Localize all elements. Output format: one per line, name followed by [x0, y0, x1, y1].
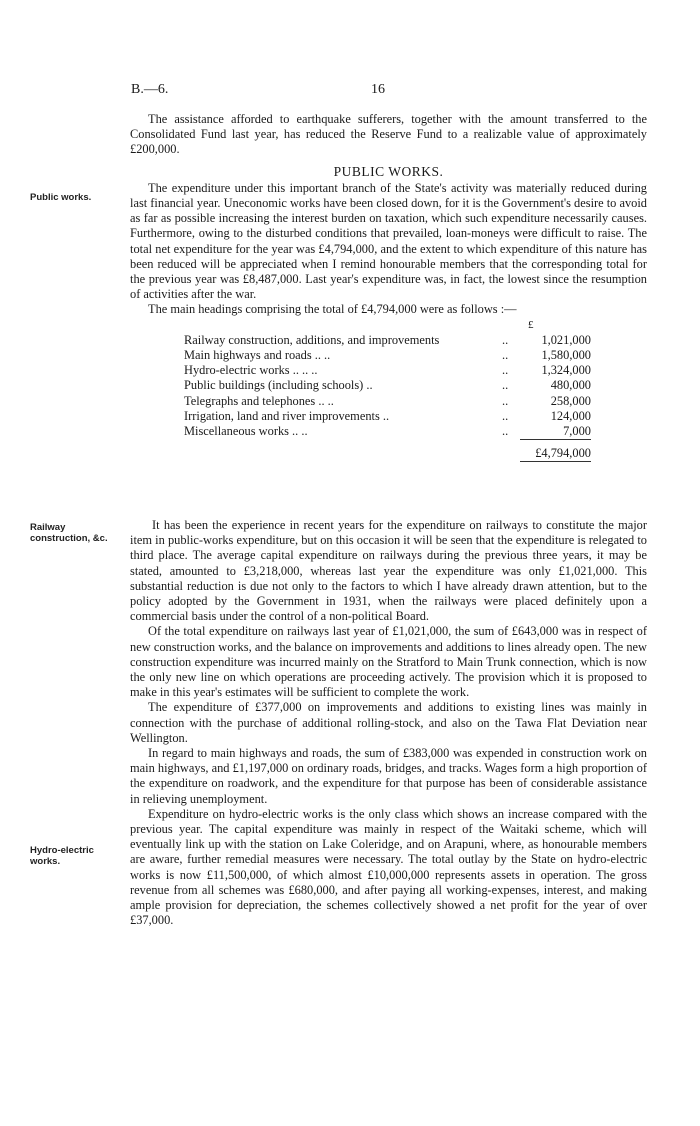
hydro-paragraph: Expenditure on hydro-electric works is the only class which shows an increase compared with the previous year. The capital expenditure was mainly in respect of the Waitaki scheme, which will eventually link up with the station on Lake Coleridge, and on Arapuni, where, as honourable members are aware, further remedial measures were necessary. The total outlay by the State on hydro-electric works is now £11,500,000, of which almost £10,000,000 represents assets in operation. The gross revenue from all schemes was £680,000, and after paying all working-expenses, interest, and making ample provision for depreciation, the schemes collectively showed a net profit for the year of over £37,000.	[130, 806, 647, 928]
table-intro: The main headings comprising the total of £4,794,000 were as follows :—	[148, 302, 517, 317]
row-label: Public buildings (including schools) ..	[184, 378, 373, 393]
sidenote-public-works: Public works.	[30, 192, 92, 203]
expenditure-table	[184, 318, 591, 463]
body-top	[130, 112, 647, 462]
row-amount: 258,000	[550, 393, 591, 408]
railway-paragraph-3: The expenditure of £377,000 on improvements and additions to existing lines was mainly in connection with the purchase of additional rolling-stock, and also on the Tawa Flat Deviation near Wellington.	[130, 700, 647, 745]
row-dots: ..	[502, 378, 509, 393]
total-row	[184, 446, 591, 462]
row-dots: ..	[502, 393, 509, 408]
sidenote-hydro: Hydro-electric works.	[30, 845, 94, 867]
intro-paragraph: The assistance afforded to earthquake sufferers, together with the amount transferred to the Consolidated Fund last year, has reduced the Reserve Fund to a realizable value of approximately £200,000.	[130, 112, 647, 157]
row-dots: ..	[502, 408, 509, 423]
page-number: 16	[371, 82, 385, 97]
row-amount: 1,324,000	[541, 363, 591, 378]
sidenote-railway: Railway construction, &c.	[30, 522, 108, 544]
row-amount: 1,021,000	[541, 332, 591, 347]
table-row	[184, 333, 591, 348]
currency-header: £	[528, 318, 534, 331]
roads-paragraph: In regard to main highways and roads, the sum of £383,000 was expended in construction work on main highways, and £1,197,000 on ordinary roads, bridges, and tracks. Wages form a high proportion of the expenditure on roadwork, and the expenditure for that purpose has been of considerable assistance in relieving unemployment.	[130, 746, 647, 806]
row-amount: 1,580,000	[541, 348, 591, 363]
row-dots: ..	[502, 332, 509, 347]
table-row	[184, 363, 591, 378]
row-label: Miscellaneous works .. ..	[184, 424, 308, 439]
railway-paragraph-1: It has been the experience in recent years for the expenditure on railways to constitute the major item in public-works expenditure, but on this occasion it will be seen that the expenditure is relegated to third place. The average capital expenditure on railways during the previous three years, it may be stated, amounted to £3,218,000, whereas last year the expenditure was only £1,021,000. This substantial reduction is due not only to the factors to which I have already drawn attention, but to the policy adopted by the Government in 1931, when the railways were placed definitely upon a commercial basis under the control of a non-political Board.	[130, 518, 647, 624]
row-label: Telegraphs and telephones .. ..	[184, 393, 334, 408]
table-row	[184, 348, 591, 363]
row-label: Hydro-electric works .. .. ..	[184, 363, 318, 378]
table-row	[184, 378, 591, 393]
row-dots: ..	[502, 363, 509, 378]
table-row	[184, 394, 591, 409]
document-reference: B.—6.	[131, 82, 169, 97]
table-row	[184, 424, 591, 440]
public-works-paragraph: The expenditure under this important branch of the State's activity was materially reduced during last financial year. Uneconomic works have been closed down, for it is the Government's desire to avoid as far as possible increasing the interest burden on taxation, which such expenditure necessarily causes. Furthermore, owing to the disturbed conditions that prevailed, loan-moneys were difficult to raise. The total net expenditure for the year was £4,794,000, and the extent to which expenditure of this nature has been reduced will be appreciated when I remind honourable members that the corresponding total for the previous year was £8,487,000. Last year's expenditure was, in fact, the lowest since the resumption of activities after the war.	[130, 180, 647, 302]
railway-paragraph-2: Of the total expenditure on railways last year of £1,021,000, the sum of £643,000 was in respect of new construction works, and the balance on improvements and additions to lines already open. The new construction expenditure was incurred mainly on the Stratford to Main Trunk connection, which is now the only new line on which operations are proceeding actively. The provision which it is proposed to make in this year's estimates will be sufficient to complete the work.	[130, 624, 647, 700]
body-railway	[130, 518, 647, 928]
row-amount: 124,000	[550, 408, 591, 423]
row-dots: ..	[502, 348, 509, 363]
row-label: Main highways and roads .. ..	[184, 348, 331, 363]
total-amount: £4,794,000	[520, 446, 591, 462]
table-row	[184, 409, 591, 424]
section-title: PUBLIC WORKS.	[333, 163, 444, 179]
row-amount: 480,000	[550, 378, 591, 393]
row-dots: ..	[502, 424, 509, 439]
row-label: Railway construction, additions, and improvements	[184, 332, 440, 347]
row-amount: 7,000	[563, 424, 591, 439]
row-label: Irrigation, land and river improvements ..	[184, 408, 390, 423]
